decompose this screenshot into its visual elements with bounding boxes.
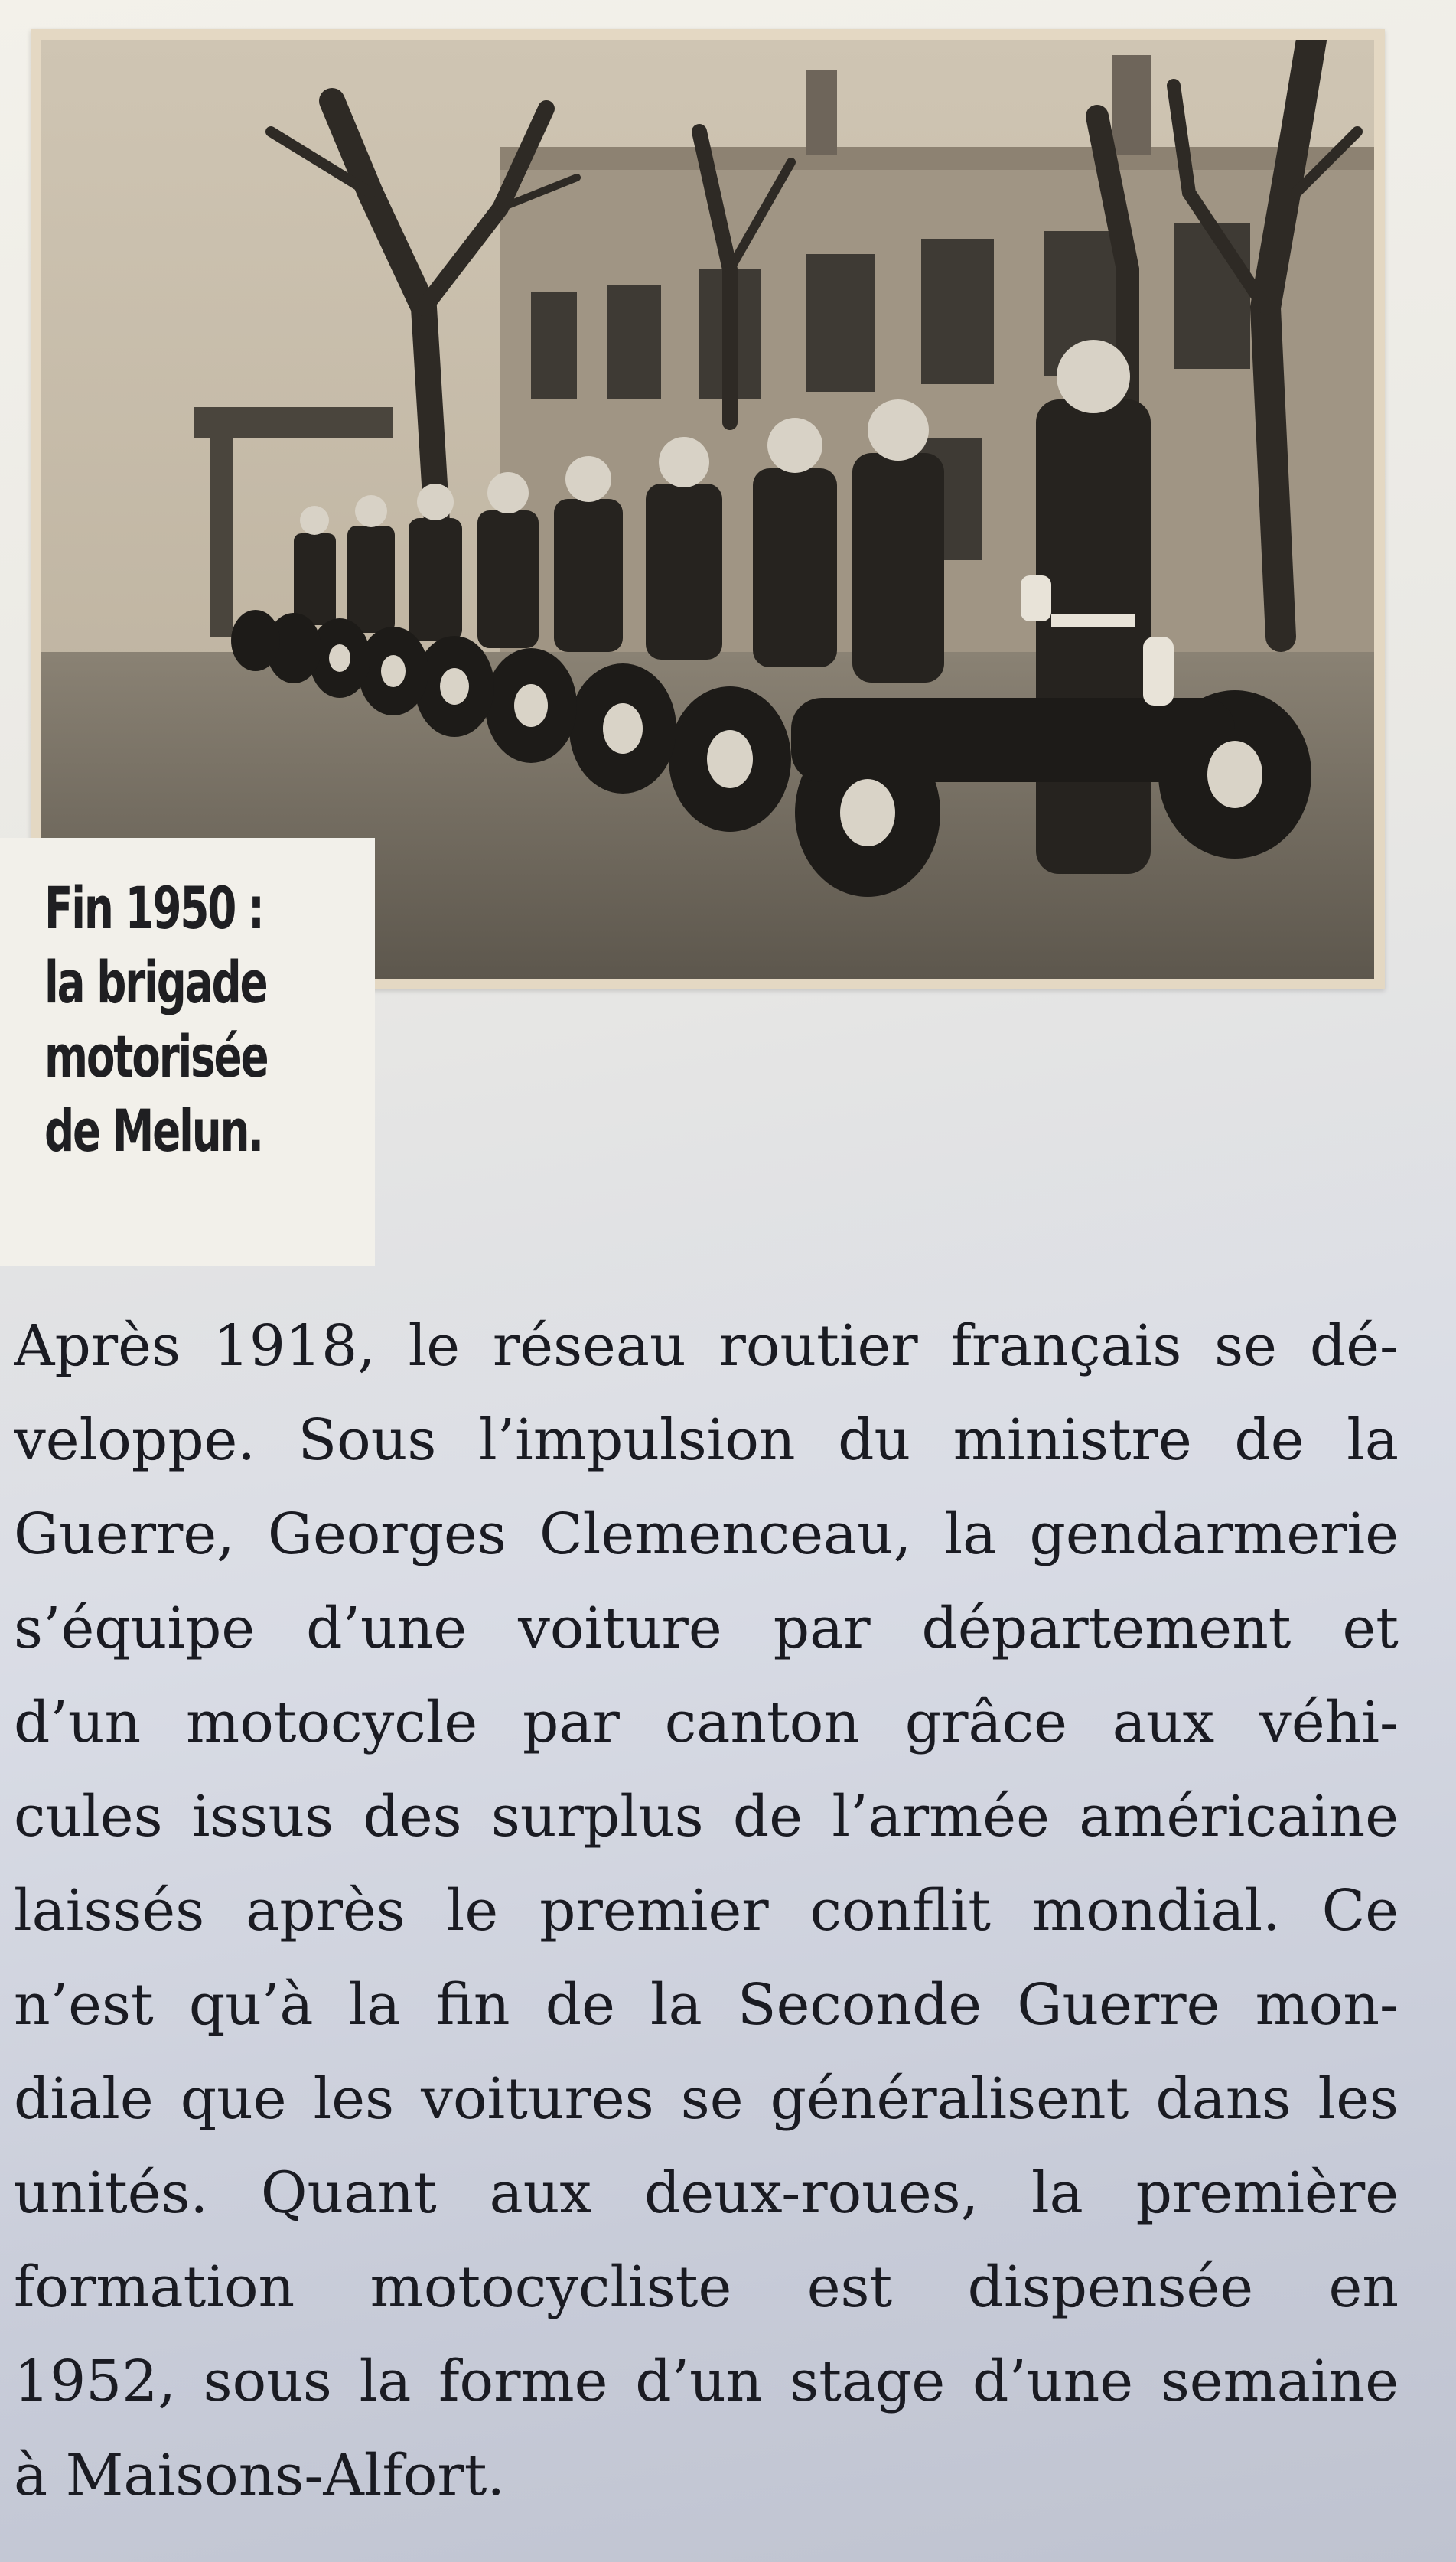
- text-line: n’est qu’à la fin de la Seconde Guerre mon-: [14, 1972, 1399, 2038]
- text-line: cules issus des surplus de l’armée américaine: [14, 1784, 1399, 1850]
- text-line: 1952, sous la forme d’un stage d’une semaine: [14, 2348, 1399, 2414]
- caption-line: la brigade: [44, 948, 267, 1016]
- text-line: diale que les voitures se généralisent dans les: [14, 2066, 1399, 2132]
- text-line: formation motocycliste est dispensée en: [14, 2254, 1399, 2320]
- text-line: d’un motocycle par canton grâce aux véhi-: [14, 1690, 1399, 1755]
- caption-line: de Melun.: [44, 1097, 262, 1165]
- photo-caption: [44, 871, 275, 1168]
- text-line: Après 1918, le réseau routier français se dé-: [14, 1313, 1399, 1379]
- text-line: laissés après le premier conflit mondial. Ce: [14, 1878, 1399, 1944]
- text-line: s’équipe d’une voiture par département et: [14, 1596, 1399, 1661]
- text-line: Guerre, Georges Clemenceau, la gendarmerie: [14, 1501, 1399, 1567]
- text-line: unités. Quant aux deux-roues, la première: [14, 2160, 1399, 2226]
- text-line: à Maisons-Alfort.: [14, 2443, 506, 2508]
- text-line: veloppe. Sous l’impulsion du ministre de la: [14, 1407, 1399, 1473]
- body-paragraph: [14, 1299, 1406, 2523]
- caption-line: motorisée: [44, 1022, 268, 1090]
- caption-line: Fin 1950 :: [44, 874, 263, 942]
